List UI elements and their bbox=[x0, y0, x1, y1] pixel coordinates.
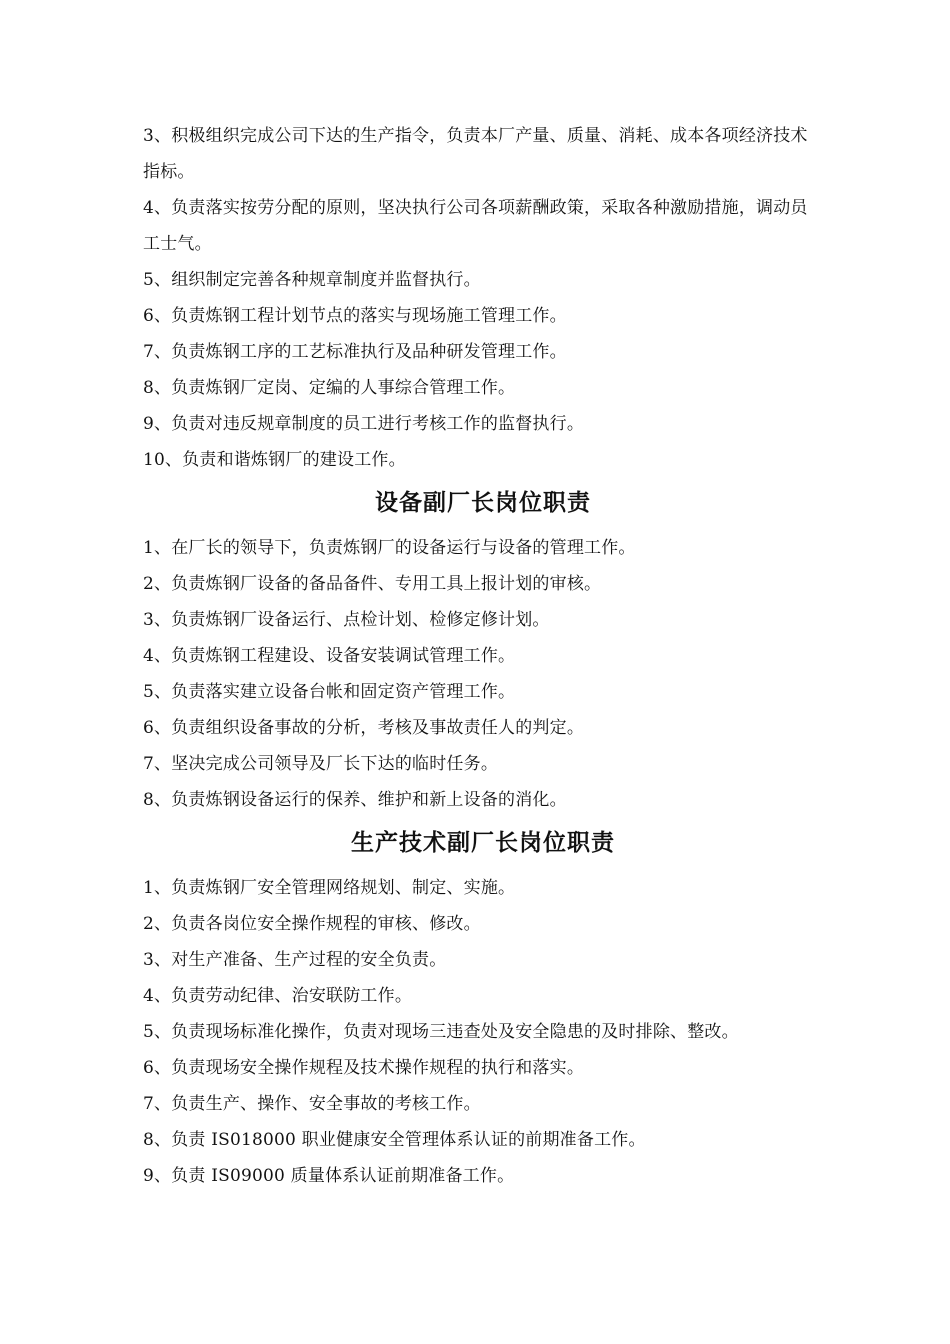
duty-item: 1、在厂长的领导下，负责炼钢厂的设备运行与设备的管理工作。 bbox=[143, 538, 636, 558]
equipment-duty-list bbox=[143, 530, 823, 818]
duty-item: 7、负责炼钢工序的工艺标准执行及品种研发管理工作。 bbox=[143, 342, 567, 362]
duty-item: 1、负责炼钢厂安全管理网络规划、制定、实施。 bbox=[143, 878, 516, 898]
duty-item: 9、负责 IS09000 质量体系认证前期准备工作。 bbox=[143, 1166, 515, 1186]
duty-item: 9、负责对违反规章制度的员工进行考核工作的监督执行。 bbox=[143, 414, 585, 434]
intro-duty-list bbox=[143, 118, 823, 478]
duty-item: 8、负责炼钢厂定岗、定编的人事综合管理工作。 bbox=[143, 378, 516, 398]
duty-item: 7、负责生产、操作、安全事故的考核工作。 bbox=[143, 1094, 481, 1114]
duty-item: 4、负责炼钢工程建设、设备安装调试管理工作。 bbox=[143, 646, 516, 666]
duty-item: 5、负责现场标准化操作，负责对现场三违查处及安全隐患的及时排除、整改。 bbox=[143, 1022, 739, 1042]
duty-item: 4、负责劳动纪律、治安联防工作。 bbox=[143, 986, 413, 1006]
duty-item: 8、负责炼钢设备运行的保养、维护和新上设备的消化。 bbox=[143, 790, 567, 810]
duty-item: 6、负责炼钢工程计划节点的落实与现场施工管理工作。 bbox=[143, 306, 567, 326]
production-tech-duty-list bbox=[143, 870, 823, 1194]
section-title-equipment: 设备副厂长岗位职责 bbox=[375, 489, 591, 516]
duty-item: 6、负责现场安全操作规程及技术操作规程的执行和落实。 bbox=[143, 1058, 585, 1078]
section-title-production-tech: 生产技术副厂长岗位职责 bbox=[351, 829, 615, 856]
duty-item: 10、负责和谐炼钢厂的建设工作。 bbox=[143, 450, 406, 470]
duty-item: 3、负责炼钢厂设备运行、点检计划、检修定修计划。 bbox=[143, 610, 550, 630]
duty-item: 6、负责组织设备事故的分析，考核及事故责任人的判定。 bbox=[143, 718, 585, 738]
duty-item: 5、组织制定完善各种规章制度并监督执行。 bbox=[143, 270, 481, 290]
duty-item: 2、负责各岗位安全操作规程的审核、修改。 bbox=[143, 914, 481, 934]
duty-item: 4、负责落实按劳分配的原则，坚决执行公司各项薪酬政策，采取各种激励措施，调动员工士气。 bbox=[143, 198, 808, 254]
duty-item: 3、积极组织完成公司下达的生产指令，负责本厂产量、质量、消耗、成本各项经济技术指标。 bbox=[143, 126, 808, 182]
document-content bbox=[143, 118, 823, 1194]
duty-item: 7、坚决完成公司领导及厂长下达的临时任务。 bbox=[143, 754, 499, 774]
duty-item: 8、负责 IS018000 职业健康安全管理体系认证的前期准备工作。 bbox=[143, 1130, 646, 1150]
duty-item: 2、负责炼钢厂设备的备品备件、专用工具上报计划的审核。 bbox=[143, 574, 602, 594]
duty-item: 3、对生产准备、生产过程的安全负责。 bbox=[143, 950, 447, 970]
duty-item: 5、负责落实建立设备台帐和固定资产管理工作。 bbox=[143, 682, 516, 702]
